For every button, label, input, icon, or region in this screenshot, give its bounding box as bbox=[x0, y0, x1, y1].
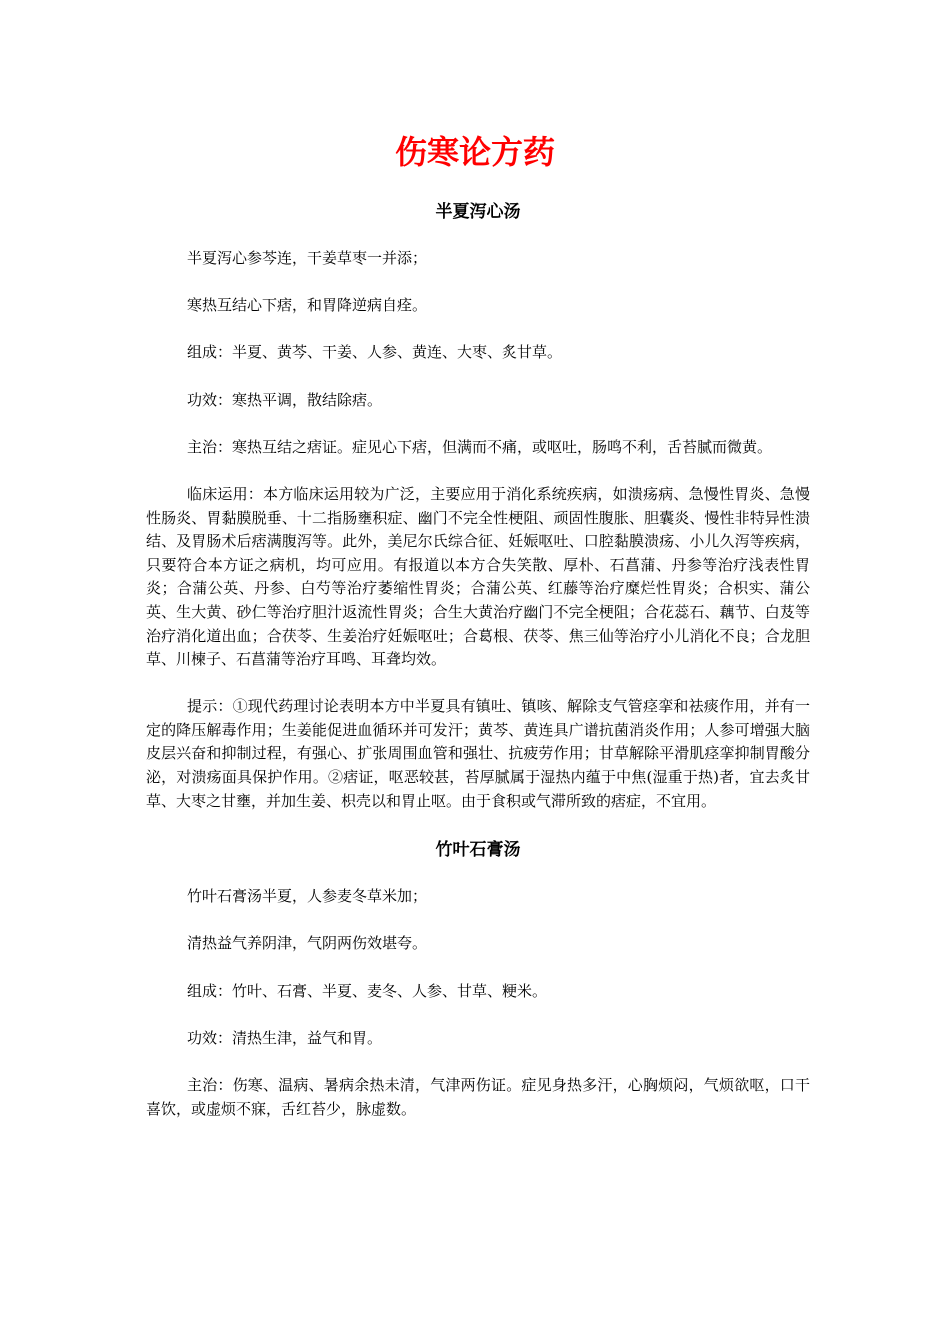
document-body bbox=[146, 198, 810, 1121]
notes-paragraph: 提示：①现代药理讨论表明本方中半夏具有镇吐、镇咳、解除支气管痉挛和祛痰作用，并有一定的降压解毒作用；生姜能促进血循环并可发汗；黄芩、黄连具广谱抗菌消炎作用；人参可增强大脑皮层兴奋和抑制过程，有强心、扩张周围血管和强壮、抗疲劳作用；甘草解除平滑肌痉挛抑制胃酸分泌，对溃疡面具保护作用。②痞证，呕恶较甚，苔厚腻属于湿热内蕴于中焦(湿重于热)者，宜去炙甘草、大枣之甘壅，并加生姜、枳壳以和胃止呕。由于食积或气滞所致的痞症，不宜用。 bbox=[146, 697, 810, 810]
verse-line: 竹叶石膏汤半夏，人参麦冬草米加； bbox=[187, 887, 428, 906]
composition-paragraph: 组成：半夏、黄芩、干姜、人参、黄连、大枣、炙甘草。 bbox=[187, 343, 563, 362]
indication-paragraph: 主治：寒热互结之痞证。症见心下痞，但满而不痛，或呕吐，肠鸣不利，舌苔腻而微黄。 bbox=[187, 437, 773, 456]
clinical-use-paragraph: 临床运用：本方临床运用较为广泛，主要应用于消化系统疾病，如溃疡病、急慢性胃炎、急慢性肠炎、胃黏膜脱垂、十二指肠壅积症、幽门不完全性梗阻、顽固性腹胀、胆囊炎、慢性非特异性溃结、及胃肠术后痞满腹泻等。此外，美尼尔氏综合征、妊娠呕吐、口腔黏膜溃疡、小儿久泻等疾病，只要符合本方证之病机，均可应用。有报道以本方合失笑散、厚朴、石菖蒲、丹参等治疗浅表性胃炎；合蒲公英、丹参、白芍等治疗萎缩性胃炎；合蒲公英、红藤等治疗糜烂性胃炎；合枳实、蒲公英、生大黄、砂仁等治疗胆汁返流性胃炎；合生大黄治疗幽门不完全梗阻；合花蕊石、藕节、白芨等治疗消化道出血；合茯苓、生姜治疗妊娠呕吐；合葛根、茯苓、焦三仙等治疗小儿消化不良；合龙胆草、川楝子、石菖蒲等治疗耳鸣、耳聋均效。 bbox=[146, 484, 810, 669]
document-title: 伤寒论方药 bbox=[394, 133, 555, 171]
section-zhuye-shigao-tang bbox=[146, 836, 810, 1121]
verse-line: 清热益气养阴津，气阴两伤效堪夸。 bbox=[187, 934, 428, 953]
composition-paragraph: 组成：竹叶、石膏、半夏、麦冬、人参、甘草、粳米。 bbox=[187, 981, 548, 1000]
section-heading: 竹叶石膏汤 bbox=[435, 840, 521, 861]
indication-paragraph: 主治：伤寒、温病、暑病余热未清，气津两伤证。症见身热多汗，心胸烦闷，气烦欲呕，口干喜饮，或虚烦不寐，舌红苔少，脉虚数。 bbox=[146, 1076, 810, 1118]
section-heading: 半夏泻心汤 bbox=[435, 202, 521, 222]
efficacy-paragraph: 功效：清热生津，益气和胃。 bbox=[187, 1028, 383, 1047]
section-banxia-xiexin-tang bbox=[146, 198, 810, 813]
efficacy-paragraph: 功效：寒热平调，散结除痞。 bbox=[187, 390, 383, 409]
verse-line: 半夏泻心参芩连，干姜草枣一并添； bbox=[187, 249, 428, 267]
verse-line: 寒热互结心下痞，和胃降逆病自痊。 bbox=[187, 296, 428, 315]
